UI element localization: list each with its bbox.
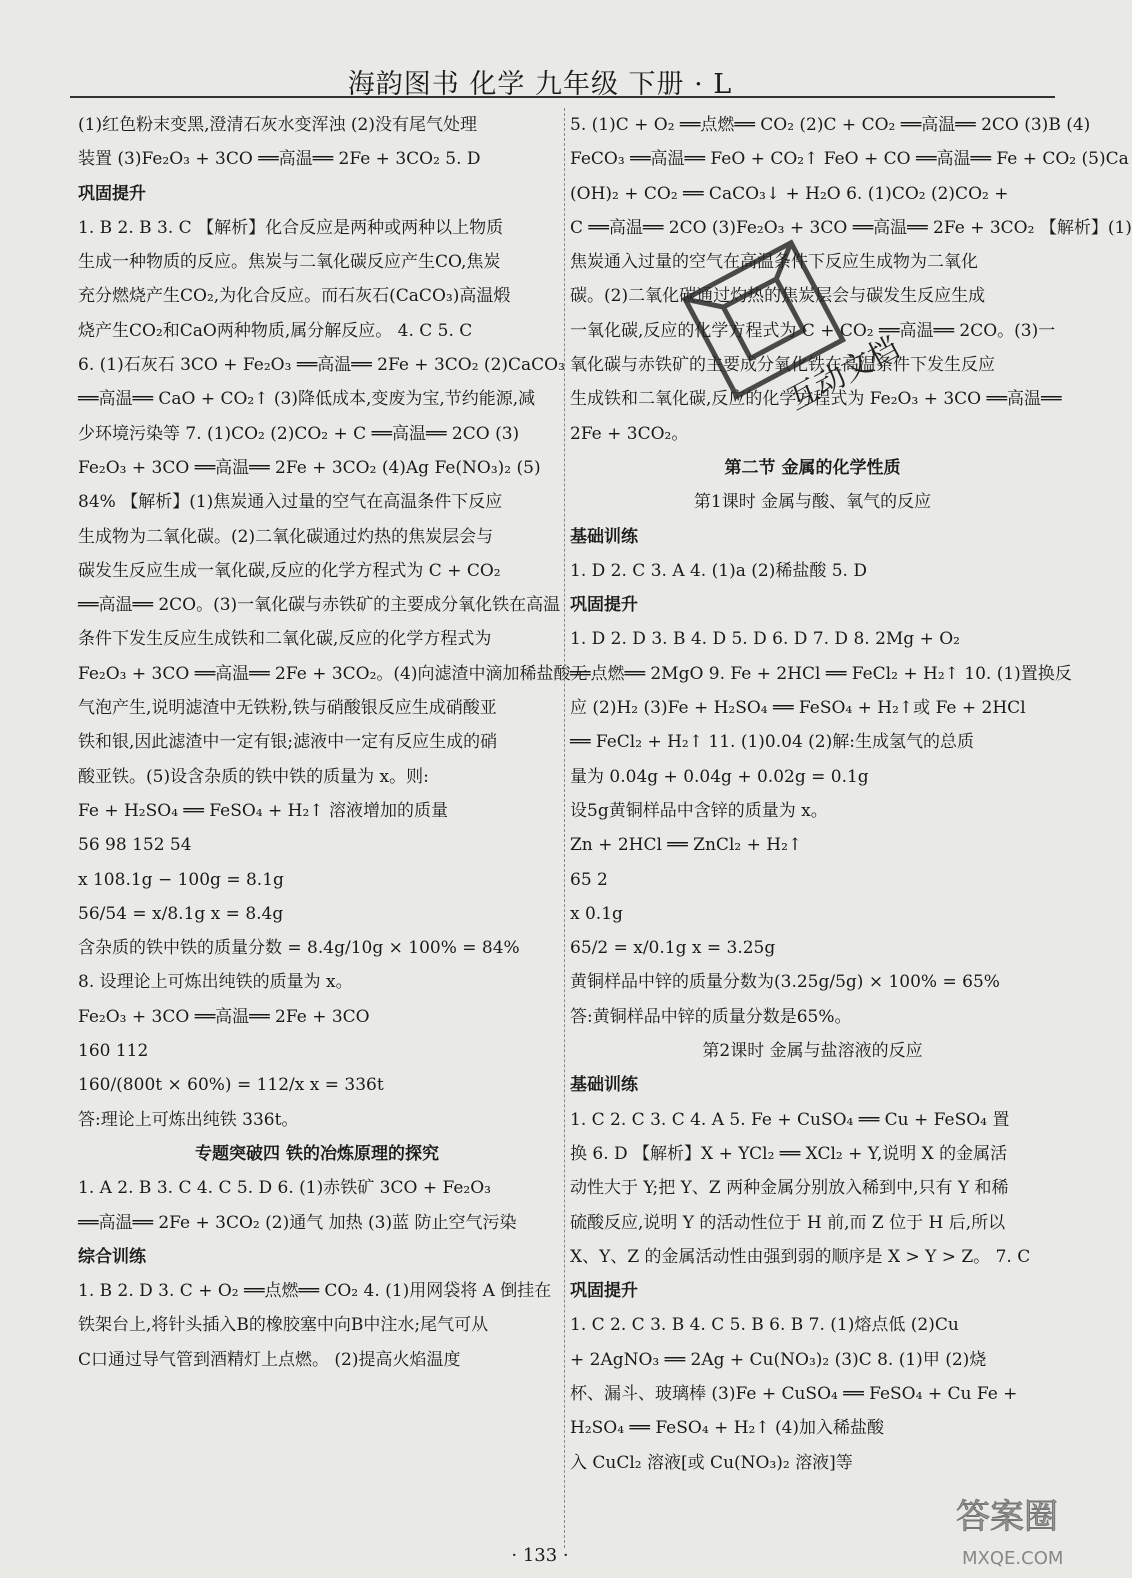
text-line: Fe₂O₃ + 3CO ══高温══ 2Fe + 3CO₂。(4)向滤渣中滴加稀盐酸无 — [78, 663, 588, 684]
text-line: 专题突破四 铁的冶炼原理的探究 — [195, 1143, 439, 1164]
text-line: 杯、漏斗、玻璃棒 (3)Fe + CuSO₄ ══ FeSO₄ + Cu Fe + — [570, 1383, 1018, 1404]
text-line: 巩固提升 — [78, 183, 146, 204]
text-line: 基础训练 — [570, 526, 638, 547]
text-line: 一氧化碳,反应的化学方程式为 C + CO₂ ══高温══ 2CO。(3)一 — [570, 320, 1056, 341]
text-line: 动性大于 Y;把 Y、Z 两种金属分别放入稀到中,只有 Y 和稀 — [570, 1178, 1009, 1199]
text-line: 1. C 2. C 3. B 4. C 5. B 6. B 7. (1)熔点低 (2)Cu — [570, 1315, 959, 1336]
text-line: 1. D 2. D 3. B 4. D 5. D 6. D 7. D 8. 2Mg + O₂ — [570, 629, 960, 650]
text-line: 1. B 2. D 3. C + O₂ ══点燃══ CO₂ 4. (1)用网袋将 A 倒挂在 — [78, 1281, 552, 1302]
text-line: 巩固提升 — [570, 595, 638, 616]
watermark-text: 答案圈 — [956, 1497, 1058, 1537]
text-line: 烧产生CO₂和CaO两种物质,属分解反应。 4. C 5. C — [78, 320, 473, 341]
text-line: 入 CuCl₂ 溶液[或 Cu(NO₃)₂ 溶液]等 — [570, 1452, 853, 1473]
text-line: 第1课时 金属与酸、氧气的反应 — [693, 492, 932, 513]
text-line: 酸亚铁。(5)设含杂质的铁中铁的质量为 x。则: — [78, 766, 429, 787]
watermark-sub: MXQE.COM — [962, 1548, 1064, 1569]
text-line: 少环境污染等 7. (1)CO₂ (2)CO₂ + C ══高温══ 2CO (3) — [78, 423, 520, 444]
text-line: 综合训练 — [78, 1246, 146, 1267]
text-line: 2Fe + 3CO₂。 — [570, 423, 689, 444]
text-line: 160/(800t × 60%) = 112/x x = 336t — [78, 1075, 384, 1096]
corner-watermark-logo — [952, 1480, 1077, 1575]
text-line: 换 6. D 【解析】X + YCl₂ ══ XCl₂ + Y,说明 X 的金属活 — [570, 1143, 1008, 1164]
text-line: x 0.1g — [570, 903, 623, 924]
text-line: 黄铜样品中锌的质量分数为(3.25g/5g) × 100% = 65% — [570, 972, 1000, 993]
page-header: 海韵图书 化学 九年级 下册 · L — [347, 69, 733, 100]
text-line: Zn + 2HCl ══ ZnCl₂ + H₂↑ — [570, 835, 803, 856]
text-line: 56/54 = x/8.1g x = 8.4g — [78, 903, 284, 924]
page-number: · 133 · — [511, 1545, 569, 1566]
column-divider — [564, 108, 565, 1548]
text-line: 1. A 2. B 3. C 4. C 5. D 6. (1)赤铁矿 3CO + Fe₂O₃ — [78, 1178, 491, 1199]
text-line: 含杂质的铁中铁的质量分数 = 8.4g/10g × 100% = 84% — [78, 938, 520, 959]
text-line: 5. (1)C + O₂ ══点燃══ CO₂ (2)C + CO₂ ══高温══ 2CO (3)B (4) — [570, 115, 1091, 135]
text-line: X、Y、Z 的金属活动性由强到弱的顺序是 X > Y > Z。 7. C — [570, 1246, 1031, 1267]
text-line: 氧化碳与赤铁矿的主要成分氧化铁在高温条件下发生反应 — [570, 355, 995, 376]
left-column — [78, 108, 588, 1377]
text-line: C ══高温══ 2CO (3)Fe₂O₃ + 3CO ══高温══ 2Fe + 3CO₂ 【解析】(1) — [570, 217, 1132, 238]
text-line: Fe₂O₃ + 3CO ══高温══ 2Fe + 3CO₂ (4)Ag Fe(NO₃)₂ (5) — [78, 457, 541, 478]
text-line: + 2AgNO₃ ══ 2Ag + Cu(NO₃)₂ (3)C 8. (1)甲 (2)烧 — [570, 1349, 987, 1370]
header-rule — [70, 96, 1055, 98]
text-line: 碳。(2)二氧化碳通过灼热的焦炭层会与碳发生反应生成 — [570, 286, 986, 307]
text-line: 8. 设理论上可炼出纯铁的质量为 x。 — [78, 972, 353, 993]
text-line: 装置 (3)Fe₂O₃ + 3CO ══高温══ 2Fe + 3CO₂ 5. D — [78, 149, 481, 170]
text-line: FeCO₃ ══高温══ FeO + CO₂↑ FeO + CO ══高温══ Fe + CO₂ (5)Ca — [570, 149, 1129, 170]
text-line: 巩固提升 — [570, 1281, 638, 1302]
text-line: ══点燃══ 2MgO 9. Fe + 2HCl ══ FeCl₂ + H₂↑ 10. (1)置换反 — [570, 663, 1072, 684]
text-line: ══ FeCl₂ + H₂↑ 11. (1)0.04 (2)解:生成氢气的总质 — [570, 732, 974, 753]
text-line: 160 112 — [78, 1041, 149, 1062]
text-line: 答:黄铜样品中锌的质量分数是65%。 — [570, 1006, 852, 1027]
text-line: ══高温══ CaO + CO₂↑ (3)降低成本,变废为宝,节约能源,减 — [78, 389, 536, 410]
stamp-text: 互动文档 — [782, 330, 905, 418]
text-line: 硫酸反应,说明 Y 的活动性位于 H 前,而 Z 位于 H 后,所以 — [570, 1212, 1006, 1233]
text-line: ══高温══ 2Fe + 3CO₂ (2)通气 加热 (3)蓝 防止空气污染 — [78, 1212, 517, 1233]
text-line: 答:理论上可炼出纯铁 336t。 — [78, 1109, 299, 1130]
text-line: 量为 0.04g + 0.04g + 0.02g = 0.1g — [570, 766, 869, 787]
text-line: 6. (1)石灰石 3CO + Fe₂O₃ ══高温══ 2Fe + 3CO₂ (2)CaCO₃ — [78, 355, 565, 376]
text-line: 84% 【解析】(1)焦炭通入过量的空气在高温条件下反应 — [78, 492, 503, 513]
text-line: 设5g黄铜样品中含锌的质量为 x。 — [570, 800, 828, 821]
text-line: 碳发生反应生成一氧化碳,反应的化学方程式为 C + CO₂ — [78, 560, 501, 581]
text-line: 生成一种物质的反应。焦炭与二氧化碳反应产生CO,焦炭 — [78, 252, 501, 273]
text-line: 气泡产生,说明滤渣中无铁粉,铁与硝酸银反应生成硝酸亚 — [78, 698, 497, 719]
text-line: 56 98 152 54 — [78, 835, 192, 856]
text-line: x 108.1g − 100g = 8.1g — [78, 869, 284, 890]
text-line: Fe₂O₃ + 3CO ══高温══ 2Fe + 3CO — [78, 1006, 370, 1027]
text-line: 条件下发生反应生成铁和二氧化碳,反应的化学方程式为 — [78, 629, 492, 650]
text-line: 第二节 金属的化学性质 — [724, 457, 901, 478]
text-line: 1. B 2. B 3. C 【解析】化合反应是两种或两种以上物质 — [78, 217, 504, 238]
text-line: 铁架台上,将针头插入B的橡胶塞中向B中注水;尾气可从 — [78, 1315, 489, 1336]
text-line: Fe + H₂SO₄ ══ FeSO₄ + H₂↑ 溶液增加的质量 — [78, 800, 448, 821]
text-line: 充分燃烧产生CO₂,为化合反应。而石灰石(CaCO₃)高温煅 — [78, 286, 511, 307]
text-line: 生成物为二氧化碳。(2)二氧化碳通过灼热的焦炭层会与 — [78, 526, 494, 547]
text-line: 铁和银,因此滤渣中一定有银;滤液中一定有反应生成的硝 — [78, 732, 498, 753]
text-line: 65/2 = x/0.1g x = 3.25g — [570, 938, 776, 959]
text-line: 基础训练 — [570, 1075, 638, 1096]
text-line: 1. D 2. C 3. A 4. (1)a (2)稀盐酸 5. D — [570, 560, 867, 581]
text-line: 生成铁和二氧化碳,反应的化学方程式为 Fe₂O₃ + 3CO ══高温══ — [570, 389, 1062, 410]
text-line: (1)红色粉末变黑,澄清石灰水变浑浊 (2)没有尾气处理 — [78, 115, 477, 135]
text-line: 应 (2)H₂ (3)Fe + H₂SO₄ ══ FeSO₄ + H₂↑或 Fe + 2HCl — [570, 698, 1026, 719]
text-line: 焦炭通入过量的空气在高温条件下反应生成物为二氧化 — [570, 252, 978, 273]
text-line: C口通过导气管到酒精灯上点燃。 (2)提高火焰温度 — [78, 1349, 461, 1370]
text-line: 1. C 2. C 3. C 4. A 5. Fe + CuSO₄ ══ Cu + FeSO₄ 置 — [570, 1109, 1010, 1130]
text-line: (OH)₂ + CO₂ ══ CaCO₃↓ + H₂O 6. (1)CO₂ (2)CO₂ + — [570, 183, 1009, 204]
text-line: H₂SO₄ ══ FeSO₄ + H₂↑ (4)加入稀盐酸 — [570, 1418, 885, 1439]
text-line: 65 2 — [570, 869, 608, 890]
text-line: 第2课时 金属与盐溶液的反应 — [702, 1041, 923, 1062]
text-line: ══高温══ 2CO。(3)一氧化碳与赤铁矿的主要成分氧化铁在高温 — [78, 595, 561, 616]
